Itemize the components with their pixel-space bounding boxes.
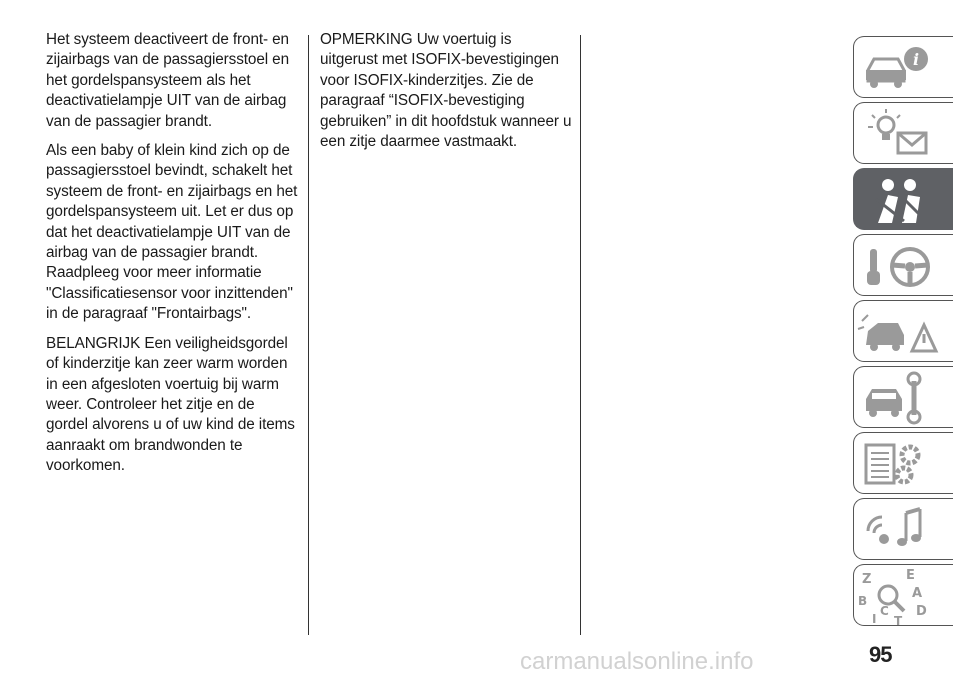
chapter-tab-car-info[interactable] [853,36,953,98]
technical-data-gears-icon [854,433,954,495]
svg-text:C: C [880,604,889,618]
car-maintenance-wrench-icon [854,367,954,429]
paragraph: BELANGRIJK Een veiligheidsgordel of kinderzitje kan zeer warm worden in een afgesloten voertuig bij warm weer. Controleer het zitje en de gordel alvorens u of uw kind de items aanraakt om brandwonden te voorkomen. [46,334,295,475]
chapter-tab-emergency[interactable] [853,300,953,362]
multimedia-music-icon [854,499,954,561]
airbag-seatbelt-icon [854,169,954,231]
warning-light-message-icon [854,103,954,165]
paragraph: Als een baby of klein kind zich op de passagiersstoel bevindt, schakelt het systeem de front- en zijairbags en het gordelspansysteem uit. Let er dus op dat het deactivatielampje UIT van de airbag van de passagier brandt. Raadpleeg voor meer informatie "Classificatiesensor voor inzittenden" in de paragraaf "Frontairbags". [46,142,298,323]
text-column-left [46,30,300,486]
chapter-tab-starting-driving[interactable] [853,234,953,296]
text-column-right [320,30,572,161]
car-info-icon [854,37,954,99]
chapter-tab-warning-lights[interactable] [853,102,953,164]
column-divider [580,35,581,635]
chapter-tab-maintenance[interactable] [853,366,953,428]
svg-text:B: B [858,594,868,608]
page-number: 95 [869,642,892,667]
chapter-tab-multimedia[interactable] [853,498,953,560]
chapter-tab-index[interactable] [853,564,953,626]
svg-text:Z: Z [862,572,872,587]
chapter-tab-safety[interactable] [853,168,953,230]
paragraph: OPMERKING Uw voertuig is uitgerust met ISOFIX-bevestigingen voor ISOFIX-kinderzitjes. Zie de paragraaf “ISOFIX-bevestiging gebruiken” in dit hoofdstuk wanneer u een zitje daarmee vastmaakt. [320,31,572,151]
alphabetical-index-search-icon [854,565,954,627]
chapter-tab-technical-data[interactable] [853,432,953,494]
breakdown-warning-triangle-icon [854,301,954,363]
svg-text:A: A [912,586,923,601]
svg-text:T: T [894,614,903,627]
svg-text:D: D [916,604,927,619]
key-steering-wheel-icon [854,235,954,297]
svg-text:i: i [912,50,920,69]
svg-text:E: E [906,568,915,583]
watermark: carmanualsonline.info [520,648,754,675]
column-divider [308,35,309,635]
svg-text:I: I [872,612,877,626]
paragraph: Het systeem deactiveert de front- en zijairbags van de passagiersstoel en het gordelspansysteem als het deactivatielampje UIT van de airbag van de passagier brandt. [46,31,289,130]
